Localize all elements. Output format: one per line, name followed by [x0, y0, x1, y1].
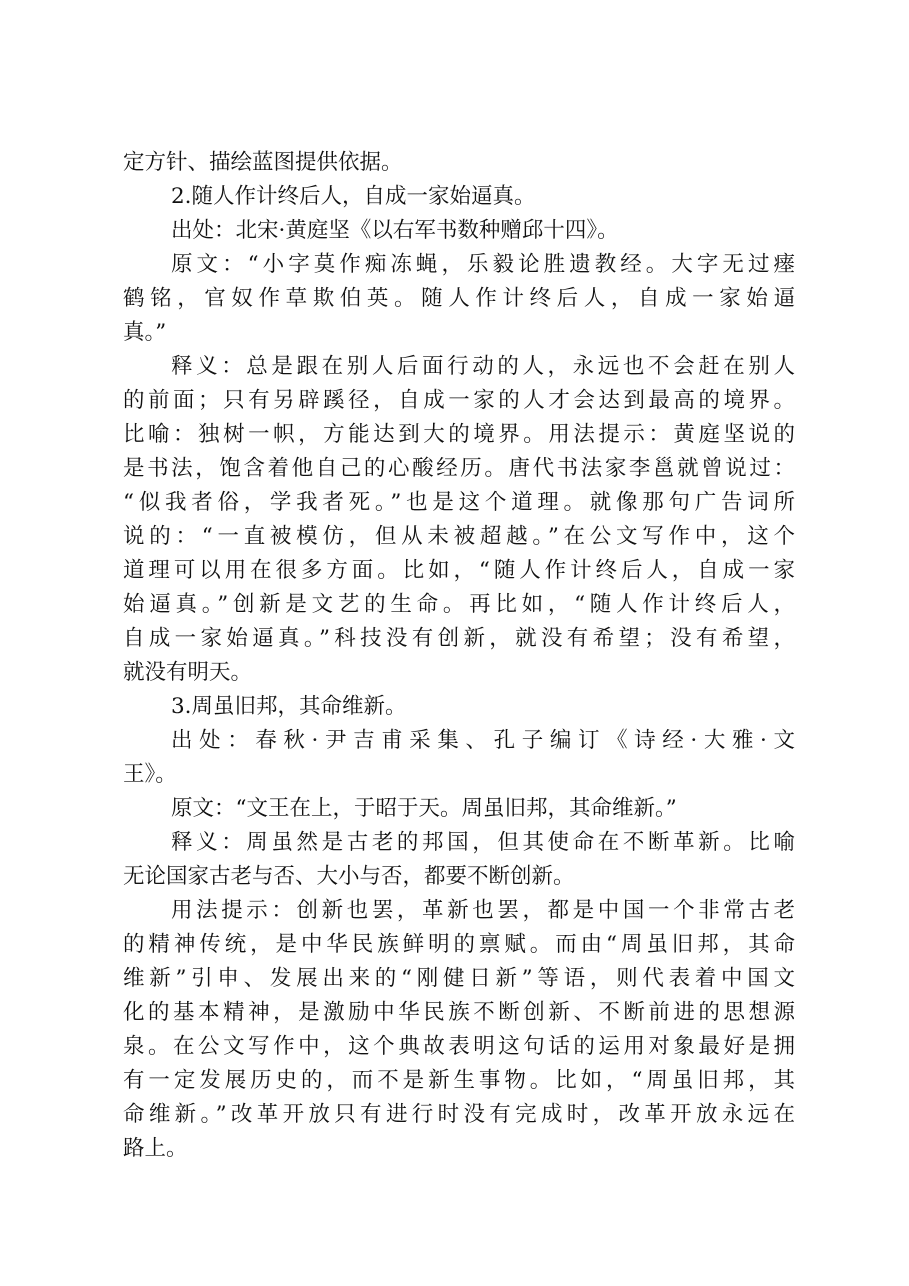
text-line: 有一定发展历史的，而不是新生事物。比如，“周虽旧邦，其 — [123, 1068, 795, 1093]
text-line: 用法提示：创新也罢，革新也罢，都是中国一个非常古老 — [171, 898, 795, 923]
text-line: 2.随人作计终后人，自成一家始逼真。 — [171, 184, 536, 209]
text-line: 维新”引申、发展出来的“刚健日新”等语，则代表着中国文 — [123, 966, 795, 991]
text-line: 就没有明天。 — [123, 660, 253, 685]
text-line: 3.周虽旧邦，其命维新。 — [171, 694, 407, 719]
text-line: “似我者俗，学我者死。”也是这个道理。就像那句广告词所 — [123, 490, 795, 515]
text-line: 是书法，饱含着他自己的心酸经历。唐代书法家李邕就曾说过： — [123, 456, 795, 481]
text-line: 释义：周虽然是古老的邦国，但其使命在不断革新。比喻 — [171, 830, 795, 855]
text-line: 始逼真。”创新是文艺的生命。再比如，“随人作计终后人， — [123, 592, 795, 617]
text-line: 泉。在公文写作中，这个典故表明这句话的运用对象最好是拥 — [123, 1034, 795, 1059]
text-line: 鹤铭，官奴作草欺伯英。随人作计终后人，自成一家始逼 — [123, 286, 795, 311]
text-line: 自成一家始逼真。”科技没有创新，就没有希望；没有希望， — [123, 626, 795, 651]
text-line: 出处：北宋·黄庭坚《以右军书数种赠邱十四》。 — [171, 218, 619, 243]
text-line: 释义：总是跟在别人后面行动的人，永远也不会赶在别人 — [171, 354, 795, 379]
text-line: 出处：春秋·尹吉甫采集、孔子编订《诗经·大雅·文 — [171, 728, 795, 753]
text-line: 定方针、描绘蓝图提供依据。 — [123, 150, 403, 175]
text-line: 路上。 — [123, 1136, 188, 1161]
text-line: 的精神传统，是中华民族鲜明的禀赋。而由“周虽旧邦，其命 — [123, 932, 795, 957]
document-body — [123, 146, 795, 1166]
text-line: 无论国家古老与否、大小与否，都要不断创新。 — [123, 864, 575, 889]
text-line: 命维新。”改革开放只有进行时没有完成时，改革开放永远在 — [123, 1102, 795, 1127]
text-line: 原文：“小字莫作痴冻蝇，乐毅论胜遗教经。大字无过瘗 — [171, 252, 795, 277]
text-line: 道理可以用在很多方面。比如，“随人作计终后人，自成一家 — [123, 558, 795, 583]
text-line: 原文：“文王在上，于昭于天。周虽旧邦，其命维新。” — [171, 796, 677, 821]
text-line: 说的：“一直被模仿，但从未被超越。”在公文写作中，这个 — [123, 524, 795, 549]
text-line: 的前面；只有另辟蹊径，自成一家的人才会达到最高的境界。 — [123, 388, 795, 413]
text-line: 比喻：独树一帜，方能达到大的境界。用法提示：黄庭坚说的 — [123, 422, 795, 447]
text-line: 化的基本精神，是激励中华民族不断创新、不断前进的思想源 — [123, 1000, 795, 1025]
text-line: 王》。 — [123, 762, 177, 787]
text-line: 真。” — [123, 320, 167, 345]
